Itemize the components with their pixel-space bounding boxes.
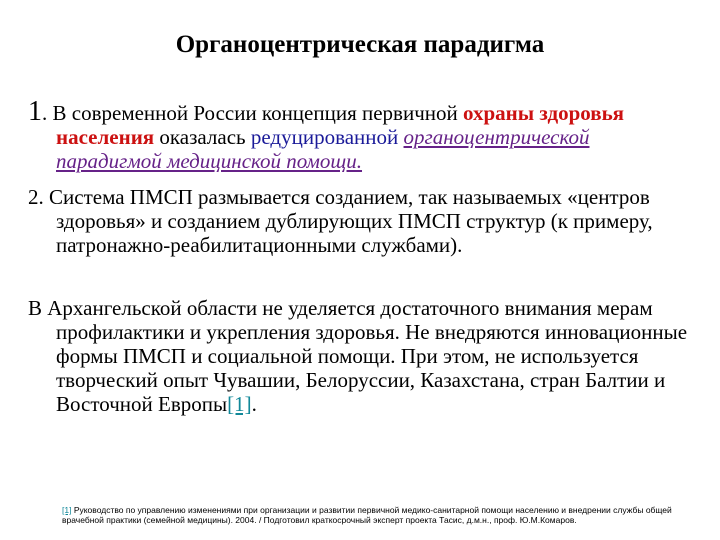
point-2: 2. Система ПМСП размывается созданием, так называемых «центров здоровья» и созданием дублирующих ПМСП структур (к примеру, патронажно-реабилитационными службами). (28, 185, 653, 257)
point-1-highlight-blue: редуцированной (250, 125, 399, 149)
slide-title: Органоцентрическая парадигма (175, 31, 545, 58)
point-1-paradigm-link[interactable]: органоцентрической парадигмой медицинской помощи. (56, 125, 590, 173)
point-3-text: В Архангельской области не уделяется достаточного внимания мерам профилактики и укрепления здоровья. Не внедряются инновационные формы ПМСП и социальной помощи. При этом, не используется творческий опыт Чувашии, Белоруссии, Казахстана, стран Балтии и Восточной Европы (28, 296, 688, 416)
point-1 (28, 96, 700, 173)
footnote-ref-link[interactable]: [1] (62, 505, 72, 515)
footnote-text: Руководство по управлению изменениями при организации и развитии первичной медико-санитарной помощи населению и внедрении службы общей врачебной практики (семейной медицины). 2004. / Подготовил краткосрочный эксперт проекта Тасис, д.м.н., проф. Ю.М.Комаров. (62, 505, 672, 525)
point-1-highlight-red: охраны здоровья населения (56, 101, 625, 149)
footnote (62, 505, 702, 525)
point-1-number: 1 (28, 96, 42, 127)
point-3-tail: . (251, 392, 257, 416)
point-1-text-a: . В современной России концепция первичной (42, 101, 463, 125)
point-3 (28, 296, 700, 416)
point-3-footnote-link[interactable]: [1] (227, 392, 252, 416)
point-1-text-b: оказалась (154, 125, 251, 149)
